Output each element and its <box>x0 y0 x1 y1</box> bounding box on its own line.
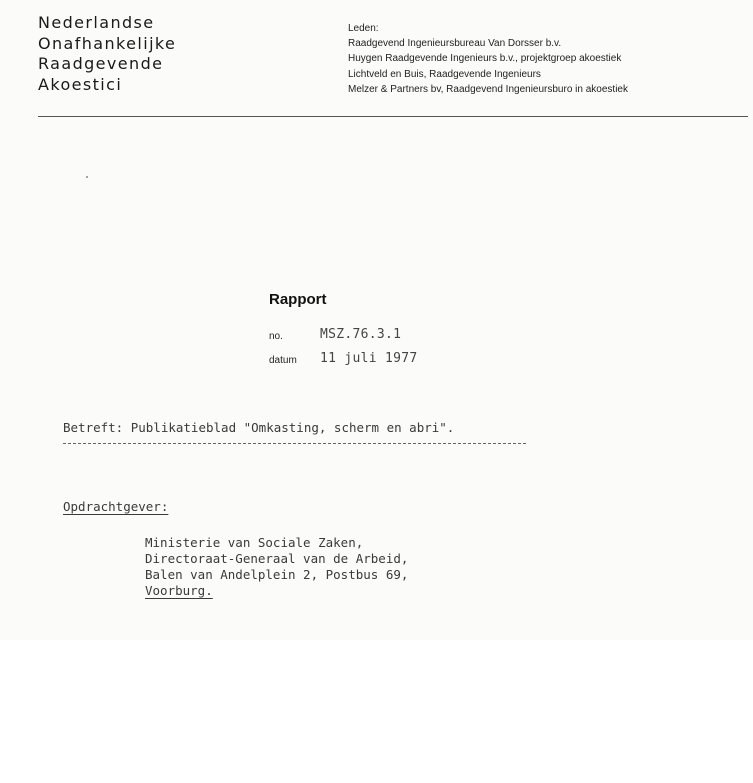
member-item: Raadgevend Ingenieursbureau Van Dorsser b.v. <box>348 38 562 50</box>
header-divider <box>38 116 748 117</box>
report-date-value: 11 juli 1977 <box>320 351 418 366</box>
org-line: Akoestici <box>38 74 123 94</box>
members-label: Leden: <box>348 23 379 34</box>
address-city: Voorburg. <box>145 583 213 598</box>
report-title: Rapport <box>269 291 327 308</box>
org-line: Raadgevende <box>38 54 164 73</box>
client-label: Opdrachtgever: <box>63 499 169 514</box>
member-item: Huygen Raadgevende Ingenieurs b.v., projektgroep akoestiek <box>348 53 622 65</box>
subject-line: Betreft: Publikatieblad "Omkasting, scherm en abri". <box>63 420 455 435</box>
org-line: Onafhankelijke <box>38 33 177 53</box>
report-number-value: MSZ.76.3.1 <box>320 327 402 342</box>
report-number-label: no. <box>269 331 283 342</box>
address-line: Directoraat-Generaal van de Arbeid, <box>145 551 409 566</box>
member-item: Lichtveld en Buis, Raadgevende Ingenieurs <box>348 68 541 80</box>
organization-name <box>38 13 176 95</box>
member-item: Melzer & Partners bv, Raadgevend Ingenieursburo in akoestiek <box>348 83 628 95</box>
org-line: Nederlandse <box>38 13 155 32</box>
members-list <box>348 21 628 97</box>
address-line: Balen van Andelplein 2, Postbus 69, <box>145 567 409 582</box>
client-address <box>145 535 408 599</box>
address-line: Ministerie van Sociale Zaken, <box>145 535 364 550</box>
paper-speck <box>86 176 88 178</box>
subject-underline <box>63 443 526 444</box>
report-date-label: datum <box>269 355 297 366</box>
